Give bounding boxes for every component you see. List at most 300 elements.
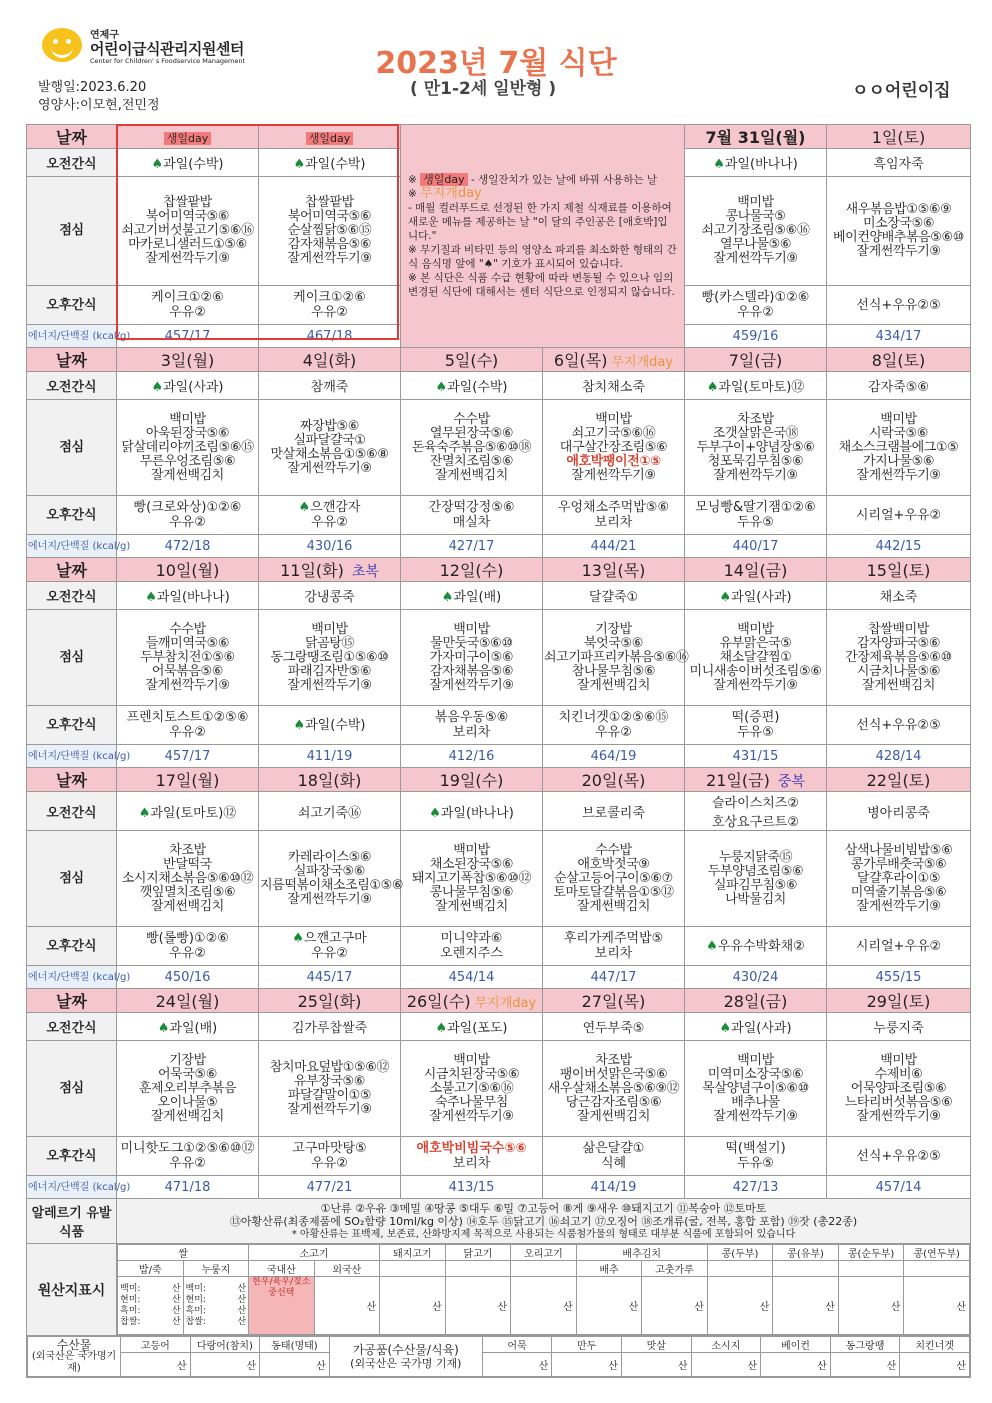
- kcal-cell: 427/13: [685, 1176, 827, 1199]
- menu-line: 잘게썬깍두기⑨: [856, 898, 941, 914]
- note-part: 무지개day: [420, 186, 482, 201]
- am-snack-label: 오전간식: [27, 582, 117, 610]
- menu-line: 우유②: [595, 725, 632, 740]
- lunch-cell: [401, 610, 543, 706]
- menu-line: ♠과일(사과): [719, 1021, 792, 1036]
- kcal-label: 에너지/단백질 (kcal/g): [27, 1176, 117, 1199]
- menu-line: 쇠고기국⑤⑥⑯: [571, 425, 656, 441]
- lunch-cell: [117, 831, 259, 927]
- page-header: [0, 0, 992, 124]
- am-snack-cell: [259, 372, 401, 400]
- menu-line: 잔멸치조림⑤⑥: [429, 453, 514, 469]
- date-label: 날짜: [27, 125, 117, 149]
- origin-san: 산: [190, 1353, 260, 1377]
- leaf-icon: ♠: [719, 1021, 732, 1036]
- date-text: 15일(토): [866, 561, 931, 580]
- pm-snack-cell: [401, 927, 543, 966]
- date-cell: [117, 558, 259, 582]
- origin-san: 산: [260, 1353, 330, 1377]
- menu-line: 빵(롤빵)①②⑥: [146, 931, 229, 946]
- menu-line: 브로콜리죽: [582, 805, 645, 821]
- origin-head: 콩(순두부): [838, 1245, 904, 1261]
- menu-line: 우엉채소주먹밥⑤⑥: [557, 500, 670, 515]
- menu-line: 연두부죽⑤: [582, 1021, 645, 1036]
- date-cell: [543, 348, 685, 372]
- kcal-cell: 413/15: [401, 1176, 543, 1199]
- menu-line: 기장밥: [595, 621, 632, 637]
- date-text: 6일(목): [553, 351, 608, 370]
- date-cell: [401, 768, 543, 792]
- pm-snack-cell: [259, 496, 401, 535]
- date-cell: [117, 989, 259, 1013]
- menu-line: ♠과일(배): [157, 1021, 218, 1036]
- menu-line: 삶은달걀①: [582, 1141, 645, 1156]
- lunch-cell: [117, 610, 259, 706]
- date-label: 날짜: [27, 348, 117, 372]
- menu-line: ♠과일(바나나): [429, 805, 514, 821]
- menu-line: 선식+우유②⑤: [856, 717, 941, 733]
- lunch-cell: [401, 831, 543, 927]
- pm-snack-label: 오후간식: [27, 286, 117, 325]
- pm-cell: [685, 286, 827, 325]
- am-snack-cell: [259, 1013, 401, 1041]
- am-snack-cell: [259, 792, 401, 831]
- kcal-label: 에너지/단백질 (kcal/g): [27, 966, 117, 989]
- menu-line: 잘게썬깍두기⑨: [713, 467, 798, 483]
- menu-line: 우유②: [169, 725, 206, 740]
- menu-line: 참나물무침⑤⑥: [571, 663, 656, 679]
- pm-snack-cell: [685, 496, 827, 535]
- pm-snack-cell: [259, 1137, 401, 1176]
- menu-line: 미소장국⑤⑥: [862, 216, 935, 231]
- menu-line: 어묵양파조림⑤⑥: [850, 1080, 947, 1096]
- menu-line: 선식+우유②⑤: [856, 297, 941, 313]
- menu-line: 두부참치전①⑤⑥: [140, 649, 235, 665]
- menu-line: 나박물김치: [725, 891, 786, 907]
- am-cell: [259, 149, 401, 177]
- lunch-cell: [543, 1041, 685, 1137]
- menu-line: 감자채볶음⑤⑥: [287, 237, 372, 252]
- date-text: 7일(금): [728, 351, 783, 370]
- date-cell: [401, 558, 543, 582]
- date-cell: 7월 31일(월): [685, 125, 827, 149]
- menu-line: 토마토달걀볶음①⑤⑫: [553, 884, 674, 900]
- menu-line: 호상요구르트②: [712, 815, 800, 830]
- date-label: 날짜: [27, 989, 117, 1013]
- origin-sub: [904, 1261, 970, 1277]
- am-snack-cell: [401, 792, 543, 831]
- menu-line: 잘게썬깍두기⑨: [287, 891, 372, 907]
- leaf-icon: ♠: [138, 805, 151, 821]
- menu-line: 떡(백설기): [725, 1141, 786, 1156]
- menu-line: 백미밥: [453, 621, 490, 637]
- am-snack-cell: [401, 1013, 543, 1041]
- menu-line: 김가루찹쌀죽: [291, 1021, 368, 1036]
- menu-line: 잘게썬깍두기⑨: [713, 251, 798, 266]
- menu-line: 467/18: [306, 328, 353, 344]
- rice-row: 백미: 산: [120, 1283, 181, 1294]
- leaf-icon: ♠: [151, 157, 164, 172]
- origin-info: [117, 1244, 971, 1336]
- lunch-cell: [117, 1041, 259, 1137]
- menu-line: 케이크①②⑥: [151, 290, 224, 305]
- origin-head: 소고기: [249, 1245, 380, 1261]
- origin-san: 산: [904, 1277, 970, 1335]
- menu-line: 고구마맛탕⑤: [292, 1141, 367, 1156]
- menu-line: ♠과일(배): [441, 590, 502, 605]
- leaf-icon: ♠: [157, 1021, 170, 1036]
- am-snack-cell: [543, 582, 685, 610]
- menu-line: 북엇국⑤⑥: [584, 635, 643, 651]
- leaf-icon: ♠: [293, 717, 306, 733]
- pm-cell: [259, 286, 401, 325]
- kcal-cell: [685, 325, 827, 348]
- org-small: 연제구: [90, 30, 119, 41]
- pm-snack-cell: [117, 706, 259, 745]
- menu-line: 시금치된장국⑤⑥: [423, 1066, 520, 1082]
- menu-line: 백미밥: [453, 1052, 490, 1068]
- menu-line: 당근감자조림⑤⑥: [565, 1094, 662, 1110]
- leaf-icon: ♠: [713, 157, 725, 172]
- pm-snack-cell: [827, 496, 971, 535]
- menu-line: 순살찜닭⑤⑥⑮: [287, 223, 372, 238]
- menu-line: 백미밥: [737, 195, 774, 210]
- menu-line: ♠과일(사과): [151, 380, 224, 395]
- menu-line: 카레라이스⑤⑥: [287, 849, 372, 865]
- menu-line: 북어미역국⑤⑥: [287, 209, 372, 224]
- menu-line: 찹쌀팥밥: [163, 195, 212, 210]
- origin-san: 산: [552, 1353, 622, 1377]
- date-cell: [685, 558, 827, 582]
- menu-line: 보리차: [452, 1156, 491, 1171]
- kcal-cell: 411/19: [259, 745, 401, 768]
- origin-head: 오리고기: [511, 1245, 577, 1261]
- origin-head: 콩(두부): [707, 1245, 773, 1261]
- processed-item: 소시지: [691, 1337, 761, 1353]
- lunch-cell: [827, 831, 971, 927]
- date-cell: 1일(토): [827, 125, 971, 149]
- kcal-cell: 414/19: [543, 1176, 685, 1199]
- am-snack-cell: [685, 1013, 827, 1041]
- menu-line: 잘게썬백김치: [577, 898, 650, 914]
- menu-line: 파달걀말이①⑤: [287, 1087, 372, 1103]
- menu-line: 찹쌀팥밥: [305, 195, 354, 210]
- menu-line: 백미밥: [595, 411, 632, 427]
- notes-text: ※ 생일day - 생일잔치가 있는 날에 바꿔 사용하는 날 ※ 무지개day - 매월 컬러푸드로 선정된 한 가지 제철 식재료를 이용하여 새로운 메뉴를 제공하는 날 "이 달의 주인공은 [애호박]입니다." ※ 무기질과 비타민 등의 영양소 파괴를 최소화한 형태의 간식 음식명 앞에 "♠" 기호가 표시되어 있습니다. ※ 본 식단은 식품 수급 현황에 따라 변동될 수 있으나 임의 변경된 식단에 대해서는 센터 식단으로 인정되지 않습니다.: [408, 173, 677, 298]
- pm-snack-cell: [685, 1137, 827, 1176]
- menu-line: 쇠고기버섯불고기⑤⑥⑯: [121, 223, 254, 238]
- org-name: 어린이급식관리지원센터: [90, 40, 244, 58]
- date-cell: [543, 558, 685, 582]
- menu-line: 백미밥: [737, 621, 774, 637]
- menu-line: 시리얼+우유②: [855, 938, 942, 954]
- menu-line: 애호박비빔국수⑤⑥: [416, 1141, 527, 1156]
- menu-line: 열무된장국⑤⑥: [429, 425, 514, 441]
- menu-line: 백미밥: [880, 411, 917, 427]
- menu-table: [26, 124, 971, 1378]
- kcal-cell: 457/14: [827, 1176, 971, 1199]
- menu-line: 오렌지주스: [440, 946, 503, 961]
- date-cell: [827, 348, 971, 372]
- menu-line: 잘게썬백김치: [862, 677, 935, 693]
- menu-line: 돼지고기폭찹⑤⑥⑩⑫: [411, 870, 532, 886]
- menu-line: 참깨죽: [310, 380, 349, 395]
- menu-line: 457/17: [164, 328, 211, 344]
- pm-snack-label: 오후간식: [27, 1137, 117, 1176]
- am-snack-cell: [117, 1013, 259, 1041]
- notes-cell: [401, 125, 685, 348]
- leaf-icon: ♠: [435, 380, 448, 395]
- am-snack-cell: [117, 792, 259, 831]
- leaf-icon: ♠: [706, 938, 718, 954]
- lunch-cell: [117, 177, 259, 286]
- menu-line: 잘게썬백김치: [577, 677, 650, 693]
- menu-line: 누룽지닭죽⑮: [718, 849, 793, 865]
- date-cell: [117, 768, 259, 792]
- seafood-item: 고등어: [121, 1337, 191, 1353]
- menu-line: 미역미소장국⑤⑥: [707, 1066, 804, 1082]
- menu-line: 빵(크로와상)①②⑥: [133, 500, 242, 515]
- menu-line: 오이나물⑤: [157, 1094, 218, 1110]
- menu-line: 두부구이+양념장⑤⑥: [696, 439, 815, 455]
- lunch-cell: [401, 400, 543, 496]
- kcal-label: 에너지/단백질 (kcal/g): [27, 745, 117, 768]
- lunch-cell: [827, 400, 971, 496]
- menu-line: ♠과일(수박): [151, 157, 224, 172]
- beef-note: 한우/육우/젖소 중선택: [249, 1277, 315, 1335]
- dietitians: 영양사:이모현,전민정: [38, 98, 160, 113]
- date-text: 20일(목): [581, 771, 646, 790]
- menu-line: ♠과일(수박): [293, 717, 366, 733]
- menu-line: 간장제육볶음⑤⑥⑩: [845, 649, 952, 665]
- menu-line: 쇠고기죽⑯: [297, 805, 362, 821]
- menu-line: 어묵국⑤⑥: [158, 1066, 217, 1082]
- menu-line: 백미밥: [169, 411, 206, 427]
- kcal-cell: 472/18: [117, 535, 259, 558]
- menu-line: ♠과일(바나나): [145, 590, 230, 605]
- allergy-label: 알레르기 유발식품: [27, 1199, 117, 1244]
- lunch-label: 점심: [27, 1041, 117, 1137]
- am-snack-cell: [401, 582, 543, 610]
- date-cell: [259, 348, 401, 372]
- lunch-label: 점심: [27, 610, 117, 706]
- date-text: 10일(월): [155, 561, 220, 580]
- menu-line: 팽이버섯맑은국⑤⑥: [559, 1066, 668, 1082]
- menu-line: 물만둣국⑤⑥⑩: [430, 635, 513, 651]
- menu-line: 우유②: [169, 515, 206, 530]
- lunch-cell: [259, 1041, 401, 1137]
- date-text: 4일(화): [302, 351, 357, 370]
- menu-line: 콩나물국⑤: [725, 209, 786, 224]
- date-text: 22일(토): [866, 771, 931, 790]
- seafood-origin: [27, 1336, 971, 1378]
- menu-line: 백미밥: [453, 842, 490, 858]
- pm-snack-cell: [827, 706, 971, 745]
- menu-line: 459/16: [732, 328, 779, 344]
- origin-head: 배추김치: [576, 1245, 707, 1261]
- menu-line: 우유②: [169, 1156, 206, 1171]
- menu-line: 수제비⑥: [874, 1066, 923, 1082]
- menu-line: ♠과일(토마토)⑫: [706, 380, 805, 395]
- pm-cell: [117, 286, 259, 325]
- menu-line: 돈육숙주볶음⑤⑥⑩⑱: [411, 439, 532, 455]
- menu-line: 우유②: [311, 515, 348, 530]
- menu-line: 미니새송이버섯조림⑤⑥: [689, 663, 822, 679]
- menu-line: ♠우유수박화채②: [706, 938, 805, 954]
- rice-row: 찹쌀: 산: [120, 1316, 181, 1327]
- leaf-icon: ♠: [719, 590, 732, 605]
- lunch-cell: [401, 1041, 543, 1137]
- menu-line: 채소죽: [879, 590, 918, 605]
- lunch-cell: [259, 177, 401, 286]
- date-text: 11일(화): [280, 561, 344, 580]
- date-text: 21일(금): [706, 771, 770, 790]
- allergy-line: ⑬아황산류(최종제품에 SO₂함량 10ml/kg 이상) ⑭호두 ⑮닭고기 ⑯쇠고기 ⑰오징어 ⑱조개류(굴, 전복, 홍합 포함) ⑲잣 (총22종): [229, 1214, 858, 1228]
- menu-line: 차조밥: [595, 1052, 632, 1068]
- menu-line: 잘게썬깍두기⑨: [287, 1101, 372, 1117]
- rice-row: 현미: 산: [120, 1294, 181, 1305]
- menu-line: 가자미구이⑤⑥: [429, 649, 514, 665]
- menu-line: 우유②: [737, 305, 774, 320]
- date-text: 14일(금): [723, 561, 788, 580]
- rainbow-day-tag: 무지개day: [474, 996, 537, 1011]
- lunch-label: 점심: [27, 831, 117, 927]
- origin-head: 콩(유부): [773, 1245, 839, 1261]
- lunch-cell: [827, 177, 971, 286]
- menu-line: 흑임자죽: [873, 157, 924, 172]
- menu-line: 반달떡국: [163, 856, 212, 872]
- seafood-note: (외국산은 국가명기재): [31, 1350, 117, 1374]
- date-cell: [685, 768, 827, 792]
- menu-line: 백미밥: [880, 1052, 917, 1068]
- kcal-cell: [117, 325, 259, 348]
- am-snack-cell: [827, 372, 971, 400]
- kcal-cell: 450/16: [117, 966, 259, 989]
- menu-line: 두유⑤: [737, 725, 774, 740]
- menu-line: 콩나물무침⑤⑥: [429, 884, 514, 900]
- lunch-cell: [685, 400, 827, 496]
- processed-note: (외국산은 국가명 기재): [350, 1356, 462, 1370]
- menu-line: 지름떡볶이채소조림①⑤⑥: [260, 877, 404, 893]
- kcal-cell: 454/14: [401, 966, 543, 989]
- pm-snack-cell: [685, 927, 827, 966]
- lunch-cell: [543, 610, 689, 706]
- menu-line: 434/17: [875, 328, 922, 344]
- menu-line: 치킨너겟①②⑤⑥⑮: [558, 710, 669, 725]
- menu-line: 누룽지죽: [873, 1021, 924, 1036]
- date-text: 28일(금): [723, 992, 788, 1011]
- pm-snack-cell: [543, 496, 685, 535]
- menu-line: 잘게썬깍두기⑨: [571, 467, 656, 483]
- menu-line: ♠과일(바나나): [713, 157, 798, 172]
- issue-date: 발행일:2023.6.20: [38, 80, 147, 95]
- menu-line: 두부양념조림⑤⑥: [707, 863, 804, 879]
- pm-snack-cell: [827, 1137, 971, 1176]
- birthday-date-cell: [259, 125, 401, 149]
- menu-line: 채소된장국⑤⑥: [429, 856, 514, 872]
- kcal-cell: 457/17: [117, 745, 259, 768]
- menu-line: 느타리버섯볶음⑤⑥: [844, 1094, 953, 1110]
- am-snack-cell: [827, 1013, 971, 1041]
- menu-line: 케이크①②⑥: [293, 290, 366, 305]
- menu-line: ♠과일(수박): [293, 157, 366, 172]
- leaf-icon: ♠: [151, 380, 164, 395]
- kcal-cell: 445/17: [259, 966, 401, 989]
- menu-line: 우유②: [311, 305, 348, 320]
- menu-line: 프렌치토스트①②⑤⑥: [126, 710, 249, 725]
- date-text: 26일(수): [406, 992, 471, 1011]
- processed-item: 치킨너겟: [900, 1337, 970, 1353]
- menu-line: 잘게썬백김치: [151, 898, 224, 914]
- origin-san: 산: [900, 1353, 970, 1377]
- menu-line: 우유②: [169, 946, 206, 961]
- page-title: 2023년 7월 식단: [375, 46, 617, 81]
- processed-label: [329, 1337, 482, 1377]
- leaf-icon: ♠: [706, 380, 719, 395]
- menu-line: 잘게썬깍두기⑨: [856, 467, 941, 483]
- menu-line: 모닝빵&딸기잼①②⑥: [695, 500, 816, 515]
- menu-line: 차조밥: [169, 842, 206, 858]
- processed-item: 동그랑땡: [830, 1337, 900, 1353]
- menu-line: 쇠고기파프리카볶음⑤⑥⑯: [544, 649, 689, 665]
- date-cell: [259, 768, 401, 792]
- processed-item: 어묵: [482, 1337, 552, 1353]
- origin-san: 산: [121, 1353, 191, 1377]
- menu-line: 잘게썬깍두기⑨: [713, 677, 798, 693]
- date-text: 3일(월): [160, 351, 215, 370]
- date-cell: [827, 558, 971, 582]
- menu-line: 소불고기⑤⑥⑯: [429, 1080, 514, 1096]
- menu-line: 북어미역국⑤⑥: [145, 209, 230, 224]
- note-part: - 매월 컬러푸드로 선정된 한 가지 제철 식재료를 이용하여 새로운 메뉴를 제공하는 날 "이 달의 주인공은 [애호박]입니다.": [408, 202, 672, 242]
- menu-line: 잘게썬깍두기⑨: [856, 1108, 941, 1124]
- menu-line: 마카로니샐러드①⑤⑥: [128, 237, 247, 252]
- am-snack-label: 오전간식: [27, 1013, 117, 1041]
- rice-row: 흑미: 산: [185, 1305, 247, 1316]
- pm-snack-cell: [259, 706, 401, 745]
- pm-snack-label: 오후간식: [27, 706, 117, 745]
- origin-san: 산: [838, 1277, 904, 1335]
- kcal-cell: [827, 325, 971, 348]
- origin-sub: [445, 1261, 511, 1277]
- lunch-cell: [685, 1041, 827, 1137]
- menu-line: 채소달걀찜①: [719, 649, 792, 665]
- am-snack-cell: [117, 582, 259, 610]
- menu-line: 잘게썬백김치: [435, 898, 508, 914]
- menu-line: 시락국⑤⑥: [869, 425, 928, 441]
- note-part: 본 식단은 식품 수급 현황에 따라 변동될 수 있으나 임의 변경된 식단에 대해서는 센터 식단으로 인정되지 않습니다.: [408, 272, 675, 298]
- menu-line: 애호박팽이전①⑤: [566, 453, 661, 469]
- date-label: 날짜: [27, 768, 117, 792]
- am-snack-cell: [685, 372, 827, 400]
- lunch-cell: [259, 610, 401, 706]
- lunch-cell: [543, 831, 685, 927]
- kcal-cell: 427/17: [401, 535, 543, 558]
- menu-line: 보리차: [594, 946, 633, 961]
- menu-line: 두유⑤: [737, 515, 774, 530]
- origin-sub: [511, 1261, 577, 1277]
- menu-line: 훈제오리부추볶음: [138, 1080, 237, 1096]
- menu-line: 시금치나물⑤⑥: [856, 663, 941, 679]
- menu-line: 보리차: [452, 725, 491, 740]
- origin-sub: 외국산: [314, 1261, 380, 1277]
- am-snack-label: 오전간식: [27, 792, 117, 831]
- am-snack-cell: [117, 372, 259, 400]
- menu-line: 간장떡강정⑤⑥: [428, 500, 515, 515]
- menu-line: ♠과일(토마토)⑫: [138, 805, 237, 821]
- menu-line: ♠과일(수박): [435, 380, 508, 395]
- menu-line: 잘게썬깍두기⑨: [287, 251, 372, 266]
